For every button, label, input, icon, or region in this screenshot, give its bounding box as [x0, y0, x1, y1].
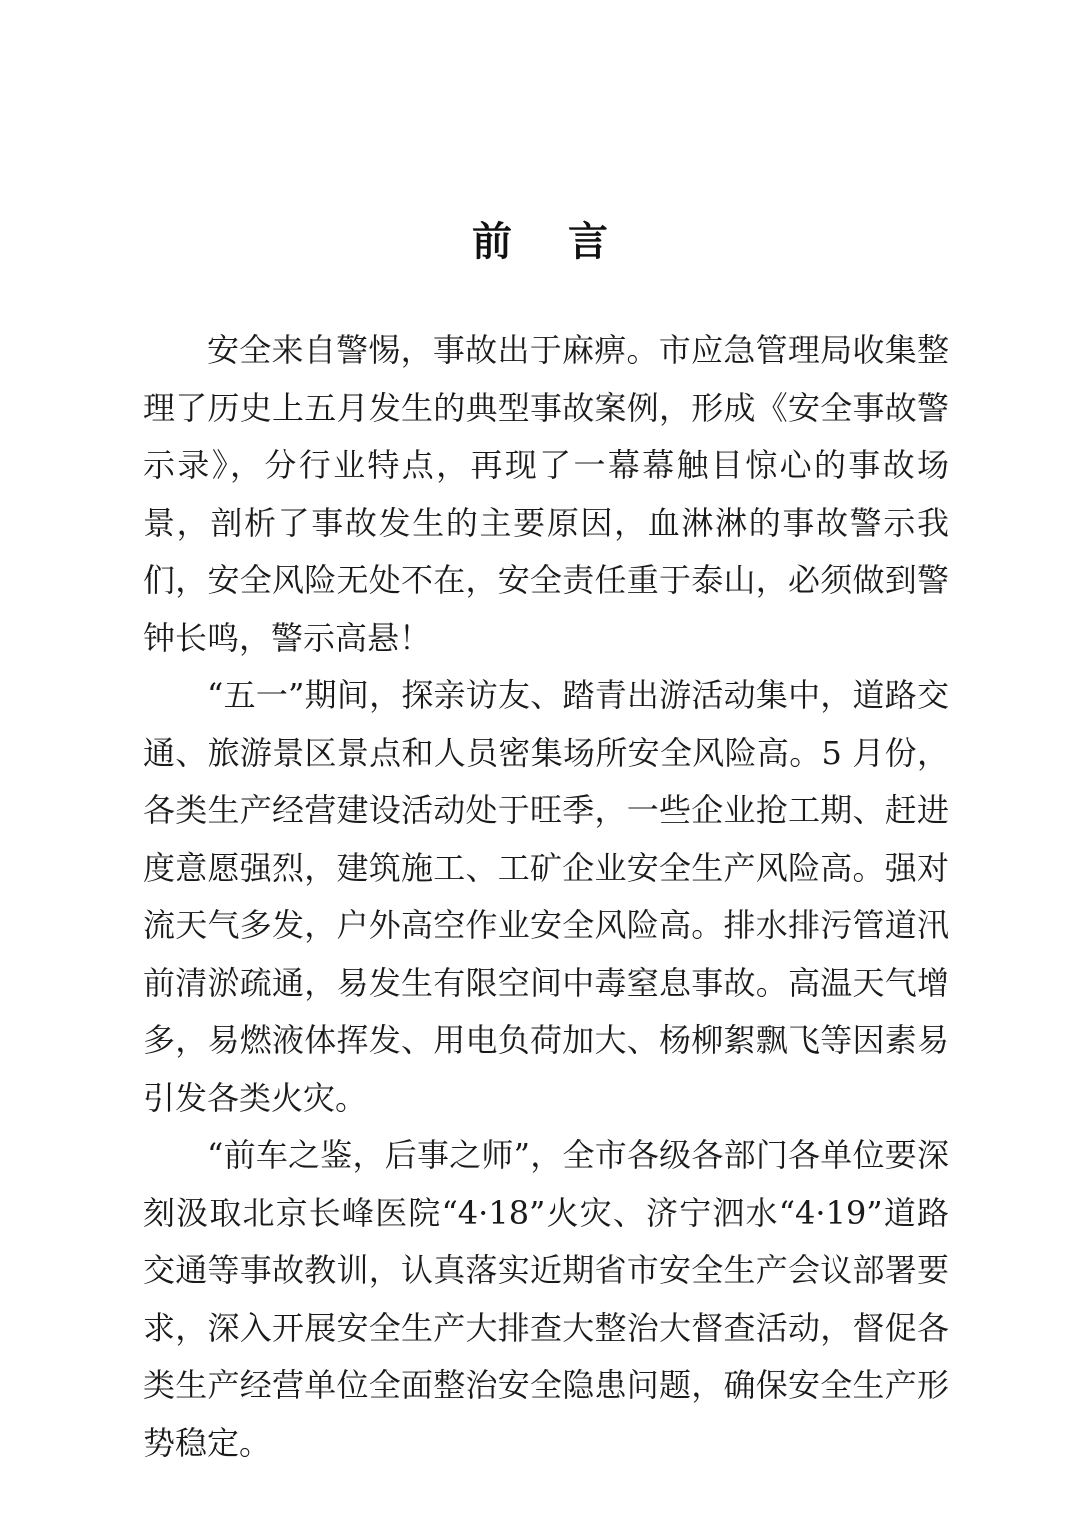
preface-body	[143, 322, 949, 1472]
title-char-2: 言	[568, 218, 608, 265]
paragraph-3: “前车之鉴，后事之师”，全市各级各部门各单位要深刻汲取北京长峰医院“4·18”火灾、济宁泗水“4·19”道路交通等事故教训，认真落实近期省市安全生产会议部署要求，深入开展安全生产大排查大整治大督查活动，督促各类生产经营单位全面整治安全隐患问题，确保安全生产形势稳定。	[143, 1136, 949, 1462]
title-char-1: 前	[472, 218, 512, 265]
paragraph-1: 安全来自警惕，事故出于麻痹。市应急管理局收集整理了历史上五月发生的典型事故案例，形成《安全事故警示录》，分行业特点，再现了一幕幕触目惊心的事故场景，剖析了事故发生的主要原因，血淋淋的事故警示我们，安全风险无处不在，安全责任重于泰山，必须做到警钟长鸣，警示高悬！	[143, 331, 949, 657]
page-title	[0, 212, 1080, 272]
paragraph-2: “五一”期间，探亲访友、踏青出游活动集中，道路交通、旅游景区景点和人员密集场所安全风险高。5 月份，各类生产经营建设活动处于旺季，一些企业抢工期、赶进度意愿强烈，建筑施工、工矿企业安全生产风险高。强对流天气多发，户外高空作业安全风险高。排水排污管道汛前清淤疏通，易发生有限空间中毒窒息事故。高温天气增多，易燃液体挥发、用电负荷加大、杨柳絮飘飞等因素易引发各类火灾。	[143, 676, 949, 1117]
